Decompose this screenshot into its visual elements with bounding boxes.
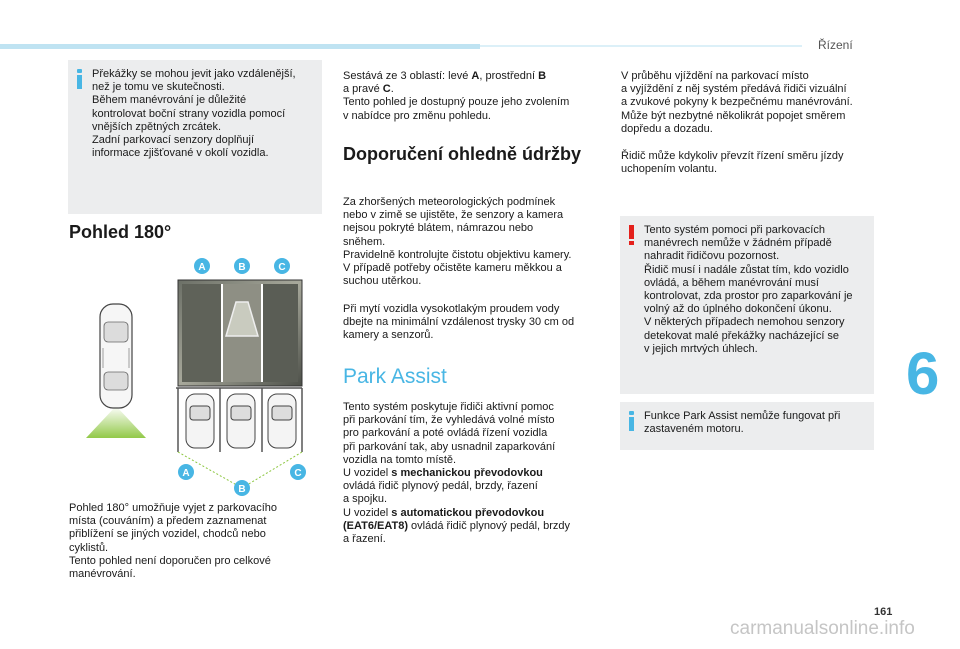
info-line: Funkce Park Assist nemůže fungovat při (644, 410, 841, 422)
rear-camera-180-illustration (86, 256, 306, 496)
warning-box-attention (620, 216, 874, 394)
label-c-top (274, 258, 290, 274)
info-box-obstacles (68, 60, 322, 214)
text-line: V průběhu vjíždění na parkovací místo (621, 70, 809, 82)
label-c-bottom (290, 464, 306, 480)
text-line: nejsou pokryté blátem, námrazou nebo (343, 222, 534, 235)
watermark: carmanualsonline.info (730, 618, 915, 639)
text-line: manévrování. (69, 568, 136, 581)
text-line: Pravidelně kontrolujte čistotu objektivu kamery. (343, 248, 572, 261)
chapter-number: 6 (906, 340, 940, 407)
text-line: a řazení. (343, 533, 386, 546)
text-line: (EAT6/EAT8) ovládá řidič plynový pedál, brzdy (343, 519, 571, 532)
paragraph-zones (343, 70, 569, 123)
info-icon (629, 411, 634, 431)
info-line: kontrolovat boční strany vozidla pomocí (92, 107, 286, 120)
svg-text:B: B (238, 262, 246, 273)
warning-line: ovládá, a během manévrování musí (644, 276, 819, 289)
warning-line: Řidič musí i nadále zůstat tím, kdo vozidlo (644, 263, 849, 276)
text-line: dopředu a dozadu. (621, 122, 713, 135)
text-line: pro parkování a poté ovládá řízení vozidla (343, 427, 548, 440)
text-line: při parkování tím, že vyhledává volné místo (343, 414, 555, 427)
svg-text:C: C (294, 468, 302, 479)
warning-line: volný až do úplného dokončení úkonu. (644, 303, 832, 316)
text-line: Tento systém poskytuje řidiči aktivní pomoc (343, 401, 554, 413)
warning-line: manévrech nemůže v žádném případě (644, 237, 832, 250)
info-box-engine (620, 402, 874, 450)
text-line: uchopením volantu. (621, 163, 718, 176)
text-line: Pohled 180° umožňuje vyjet z parkovacího (69, 502, 278, 514)
svg-text:B: B (238, 484, 246, 495)
section-heading-180: Pohled 180° (69, 222, 172, 242)
paragraph-park-assist (343, 401, 570, 546)
text-line: při parkování tak, aby usnadnil zaparkování (343, 440, 556, 453)
svg-text:A: A (198, 262, 206, 273)
warning-line: v jejich mrtvých úhlech. (644, 342, 758, 355)
text-line: Za zhoršených meteorologických podmínek (343, 196, 556, 208)
paragraph-override (621, 150, 844, 176)
text-line: Tento pohled není doporučen pro celkové (69, 554, 271, 567)
label-b-top (234, 258, 250, 274)
text-line: kamery a senzorů. (343, 329, 434, 342)
text-line: U vozidel s mechanickou převodovkou (343, 467, 543, 480)
text-line: U vozidel s automatickou převodovkou (343, 506, 545, 519)
chapter-title: Řízení (818, 38, 853, 52)
parked-car-2 (227, 394, 255, 448)
label-a-bottom (178, 464, 194, 480)
camera-screen (178, 280, 302, 386)
text-line: přiblížení se jiných vozidel, chodců nebo (69, 528, 266, 541)
text-line: Sestává ze 3 oblastí: levé A, prostřední B (343, 70, 547, 82)
text-line: sněhem. (343, 235, 386, 248)
text-line: vozidla na tomto místě. (343, 453, 457, 466)
section-heading-park-assist: Park Assist (343, 365, 447, 388)
info-line: vnějších zpětných zrcátek. (92, 120, 222, 133)
info-icon (77, 69, 82, 89)
text-line: a vyjíždění z něj systém předává řidiči vizuální (621, 83, 847, 96)
warning-line: V některých případech nemohou senzory (644, 316, 845, 329)
info-line: než je tomu ve skutečnosti. (92, 81, 225, 94)
text-line: dbejte na minimální vzdálenost trysky 30 cm od (343, 316, 575, 329)
text-line: Může být nezbytné několikrát popojet směrem (621, 109, 846, 122)
warning-line: Tento systém pomoci při parkovacích (644, 224, 825, 236)
header-accent-bar (0, 44, 480, 49)
text-line: V případě potřeby očistěte kameru měkkou a (343, 262, 562, 275)
text-line: a zvukové pokyny k bezpečnému manévrování. (621, 96, 853, 109)
label-a-top (194, 258, 210, 274)
parked-car-3 (268, 394, 296, 448)
text-line: ovládá řidič plynový pedál, brzdy, řazení (343, 480, 538, 493)
text-line: cyklistů. (69, 541, 109, 554)
warning-line: kontrolovat, zda prostor pro zaparkování je (644, 290, 853, 303)
info-line: Zadní parkovací senzory doplňují (92, 134, 255, 147)
text-line: a pravé C. (343, 83, 394, 96)
page-number: 161 (874, 606, 893, 618)
warning-line: detekovat malé překážky nacházející se (644, 329, 840, 342)
text-line: Řidič může kdykoliv převzít řízení směru jízdy (621, 150, 844, 162)
warning-icon (629, 225, 634, 245)
warning-line: nahradit řidičovu pozornost. (644, 250, 780, 263)
parked-car-1 (186, 394, 214, 448)
header-accent-line (480, 45, 802, 47)
text-line: suchou utěrkou. (343, 275, 422, 288)
text-line: Tento pohled je dostupný pouze jeho zvolením (343, 96, 570, 109)
info-line: informace zjišťované v okolí vozidla. (92, 147, 269, 160)
info-line: Překážky se mohou jevit jako vzdálenější, (92, 68, 296, 80)
paragraph-180-description (69, 502, 277, 581)
vehicle-with-camera-zone (86, 304, 146, 438)
paragraph-guidance (621, 70, 853, 136)
label-b-bottom (234, 480, 250, 496)
paragraph-maintenance-2 (343, 303, 574, 343)
text-line: v nabídce pro změnu pohledu. (343, 109, 491, 122)
svg-text:A: A (182, 468, 190, 479)
info-line: zastaveném motoru. (644, 423, 744, 436)
svg-text:C: C (278, 262, 286, 273)
paragraph-maintenance-1 (343, 196, 571, 288)
text-line: nebo v zimě se ujistěte, že senzory a kamera (343, 209, 564, 222)
text-line: místa (couváním) a předem zaznamenat (69, 515, 267, 528)
info-line: Během manévrování je důležité (92, 94, 247, 107)
section-heading-maintenance: Doporučení ohledně údržby (343, 144, 582, 164)
text-line: a spojku. (343, 493, 388, 506)
text-line: Při mytí vozidla vysokotlakým proudem vody (343, 303, 560, 315)
